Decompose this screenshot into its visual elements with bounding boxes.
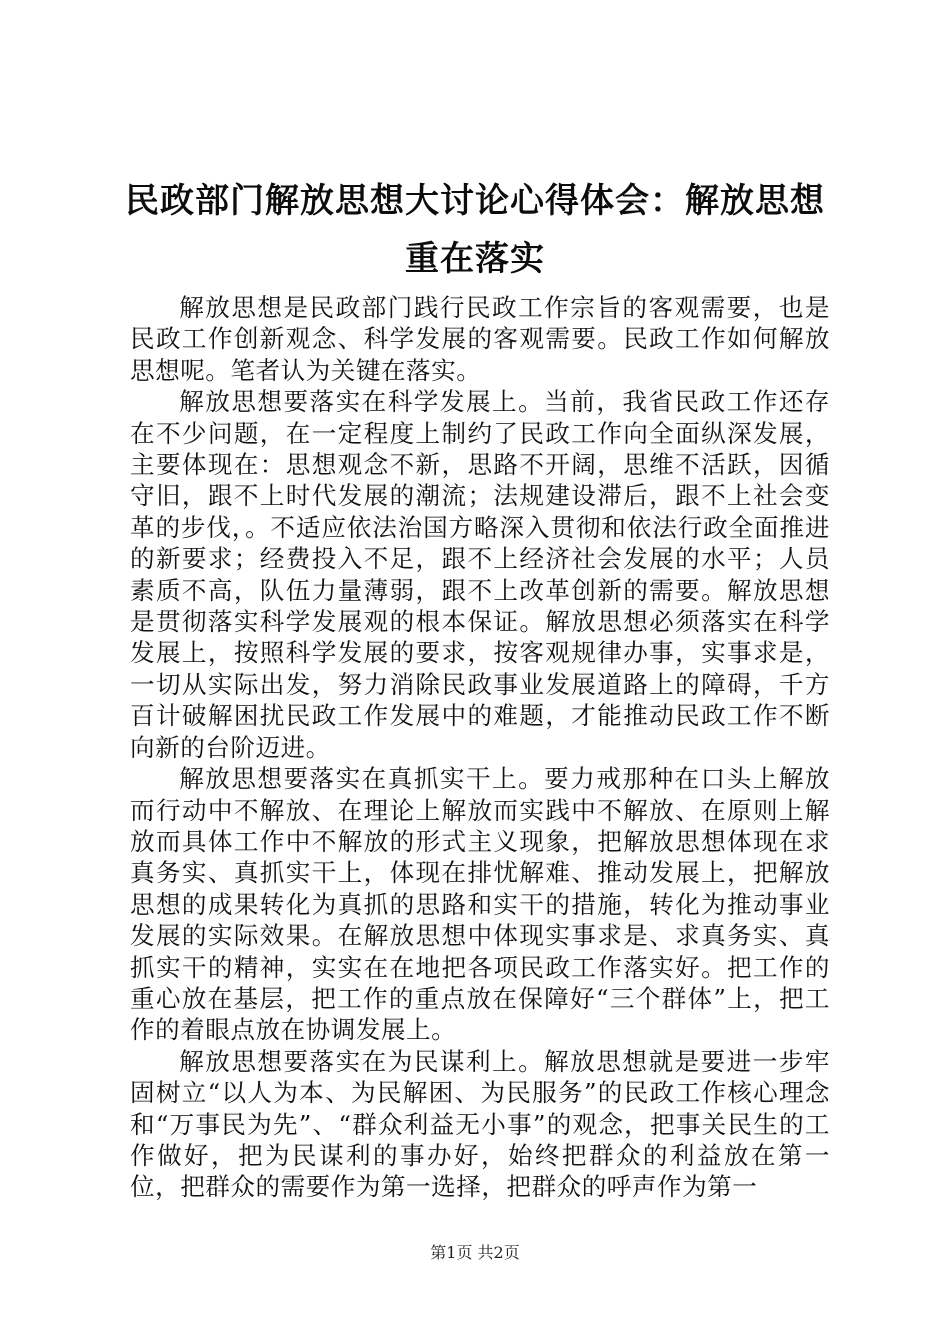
body-paragraph: 解放思想要落实在为民谋利上。解放思想就是要进一步牢固树立“以人为本、为民解困、为民服务”的民政工作核心理念和“万事民为先”、“群众利益无小事”的观念，把事关民生的工作做好，把为民谋利的事办好，始终把群众的利益放在第一位，把群众的需要作为第一选择，把群众的呼声作为第一 — [130, 1046, 830, 1202]
page-number-footer: 第1页 共2页 — [430, 1243, 520, 1262]
document-body — [130, 292, 830, 1203]
body-paragraph: 解放思想要落实在科学发展上。当前，我省民政工作还存在不少问题，在一定程度上制约了民政工作向全面纵深发展，主要体现在：思想观念不新，思路不开阔，思维不活跃，因循守旧，跟不上时代发展的潮流；法规建设滞后，跟不上社会变革的步伐，。不适应依法治国方略深入贯彻和依法行政全面推进的新要求；经费投入不足，跟不上经济社会发展的水平；人员素质不高，队伍力量薄弱，跟不上改革创新的需要。解放思想是贯彻落实科学发展观的根本保证。解放思想必须落实在科学发展上，按照科学发展的要求，按客观规律办事，实事求是，一切从实际出发，努力消除民政事业发展道路上的障碍，千方百计破解困扰民政工作发展中的难题，才能推动民政工作不断向新的台阶迈进。 — [130, 387, 830, 762]
document-title: 民政部门解放思想大讨论心得体会：解放思想重在落实 — [125, 181, 825, 279]
body-paragraph: 解放思想要落实在真抓实干上。要力戒那种在口头上解放而行动中不解放、在理论上解放而实践中不解放、在原则上解放而具体工作中不解放的形式主义现象，把解放思想体现在求真务实、真抓实干上，体现在排忧解难、推动发展上，把解放思想的成果转化为真抓的思路和实干的措施，转化为推动事业发展的实际效果。在解放思想中体现实事求是、求真务实、真抓实干的精神，实实在在地把各项民政工作落实好。把工作的重心放在基层，把工作的重点放在保障好“三个群体”上，把工作的着眼点放在协调发展上。 — [130, 764, 830, 1045]
body-paragraph: 解放思想是民政部门践行民政工作宗旨的客观需要，也是民政工作创新观念、科学发展的客观需要。民政工作如何解放思想呢。笔者认为关键在落实。 — [130, 293, 830, 385]
